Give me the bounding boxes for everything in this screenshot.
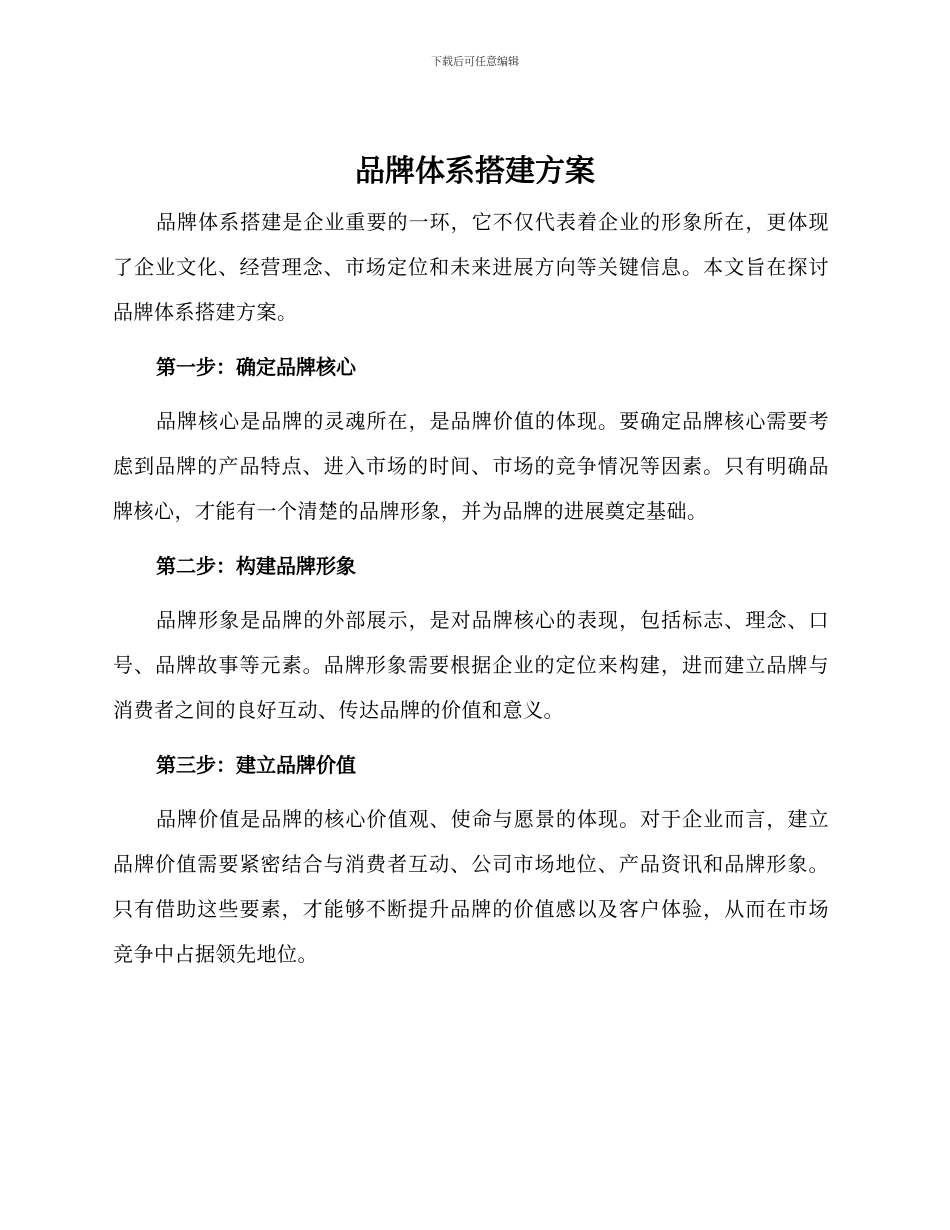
step-3-heading: 第三步：建立品牌价值 <box>156 753 356 777</box>
step-1-paragraph: 品牌核心是品牌的灵魂所在，是品牌价值的体现。要确定品牌核心需要考虑到品牌的产品特点、进入市场的时间、市场的竞争情况等因素。只有明确品牌核心，才能有一个清楚的品牌形象，并为品牌的进展奠定基础。 <box>113 409 829 523</box>
intro-paragraph: 品牌体系搭建是企业重要的一环，它不仅代表着企业的形象所在，更体现了企业文化、经营理念、市场定位和未来进展方向等关键信息。本文旨在探讨品牌体系搭建方案。 <box>113 210 829 324</box>
document-body <box>113 200 829 977</box>
page-header-note: 下载后可任意编辑 <box>431 55 519 68</box>
step-2-paragraph: 品牌形象是品牌的外部展示，是对品牌核心的表现，包括标志、理念、口号、品牌故事等元素。品牌形象需要根据企业的定位来构建，进而建立品牌与消费者之间的良好互动、传达品牌的价值和意义。 <box>113 608 829 722</box>
step-3-paragraph: 品牌价值是品牌的核心价值观、使命与愿景的体现。对于企业而言，建立品牌价值需要紧密结合与消费者互动、公司市场地位、产品资讯和品牌形象。只有借助这些要素，才能够不断提升品牌的价值感以及客户体验，从而在市场竞争中占据领先地位。 <box>113 807 829 966</box>
document-title: 品牌体系搭建方案 <box>355 154 595 189</box>
step-2-heading: 第二步：构建品牌形象 <box>156 554 356 578</box>
step-1-heading: 第一步：确定品牌核心 <box>156 355 356 379</box>
